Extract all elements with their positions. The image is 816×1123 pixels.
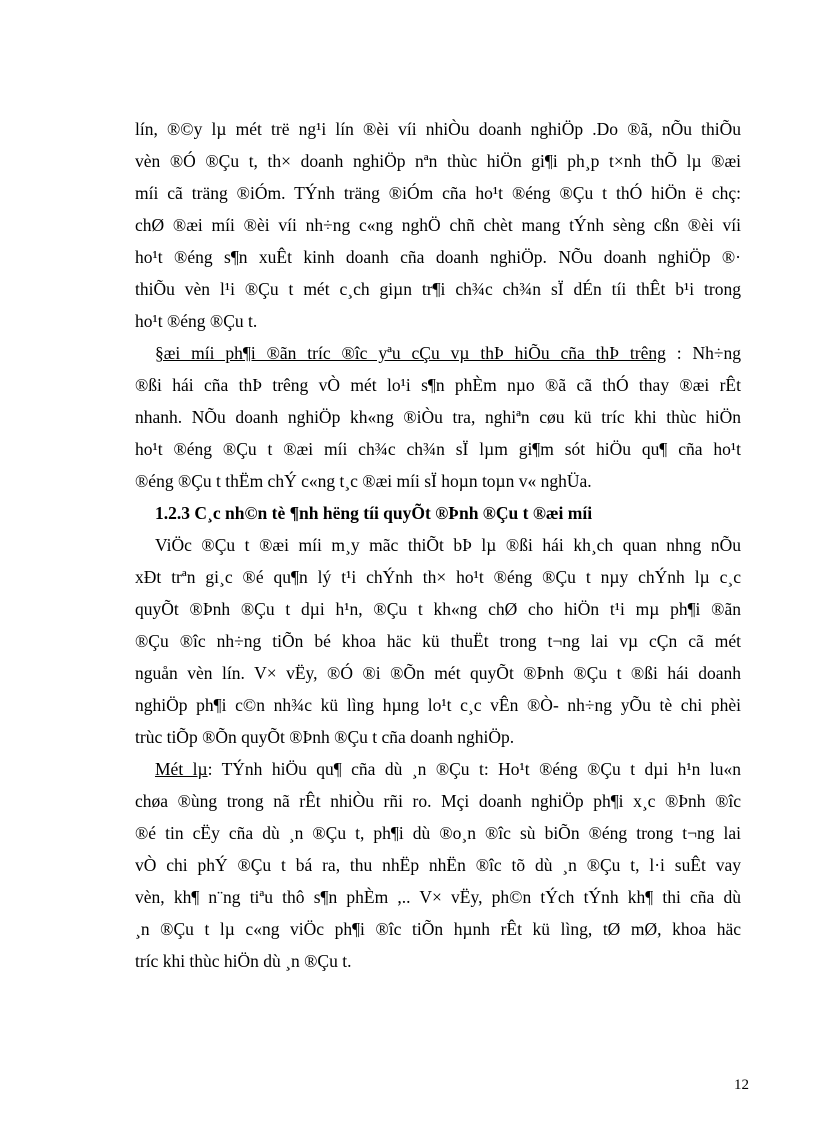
body-line: trùc tiÕp ®Õn quyÕt ®Þnh ®Çu t cña doanh nghiÖp. <box>135 727 515 747</box>
body-line: vèn, kh¶ n¨ng tiªu thô s¶n phÈm ,.. V× vËy, ph©n tÝch tÝnh kh¶ thi cña dù <box>135 887 741 907</box>
inline-text: : Nh÷ng <box>676 343 741 363</box>
body-line: míi cã träng ®iÓm. TÝnh träng ®iÓm cña ho¹t ®éng ®Çu t thÓ hiÖn ë chç: <box>135 183 741 203</box>
body-line: lín, ®©y lµ mét trë ng¹i lín ®èi víi nhiÒu doanh nghiÖp .Do ®ã, nÕu thiÕu <box>135 119 741 139</box>
body-line: ¸n ®Çu t lµ c«ng viÖc ph¶i ®îc tiÕn hµnh rÊt kü lìng, tØ mØ, khoa häc <box>135 919 741 939</box>
body-line: xÐt trªn gi¸c ®é qu¶n lý t¹i chÝnh th× ho¹t ®éng ®Çu t nµy chÝnh lµ c¸c <box>135 567 741 587</box>
page-number: 12 <box>734 1077 749 1093</box>
body-line: vèn ®Ó ®Çu t, th× doanh nghiÖp nªn thùc hiÖn gi¶i ph¸p t×nh thÕ lµ ®æi <box>135 151 741 171</box>
body-line: nhanh. NÕu doanh nghiÖp kh«ng ®iÒu tra, nghiªn cøu kü tríc khi thùc hiÖn <box>135 407 741 427</box>
paragraph-first-line <box>155 343 741 363</box>
body-line: ®éng ®Çu t thËm chÝ c«ng t¸c ®æi míi sÏ hoµn toµn v« nghÜa. <box>135 471 592 491</box>
body-line: ho¹t ®éng s¶n xuÊt kinh doanh cña doanh nghiÖp. NÕu doanh nghiÖp ®· <box>135 247 741 267</box>
inline-text: : TÝnh hiÖu qu¶ cña dù ¸n ®Çu t: Ho¹t ®éng ®Çu t dµi h¹n lu«n <box>207 759 741 779</box>
paragraph-first-line <box>155 759 741 779</box>
body-line: tríc khi thùc hiÖn dù ¸n ®Çu t. <box>135 951 352 971</box>
underlined-label: Mét lµ <box>155 759 208 779</box>
body-line: ViÖc ®Çu t ®æi míi m¸y mãc thiÕt bÞ lµ ®ßi hái kh¸ch quan nhng nÕu <box>155 535 741 555</box>
body-line: ®é tin cËy cña dù ¸n ®Çu t, ph¶i dù ®o¸n ®îc sù biÕn ®éng trong t¬ng lai <box>135 823 741 843</box>
underlined-heading: §æi míi ph¶i ®ãn tríc ®îc yªu cÇu vµ thÞ hiÕu cña thÞ trêng <box>155 343 666 363</box>
body-line: ®Çu ®îc nh÷ng tiÕn bé khoa häc kü thuËt trong t¬ng lai vµ cÇn cã mét <box>135 631 741 651</box>
body-line: vÒ chi phÝ ®Çu t bá ra, thu nhËp nhËn ®îc tõ dù ¸n ®Çu t, l·i suÊt vay <box>135 855 741 875</box>
section-title: 1.2.3 C¸c nh©n tè ¶nh hëng tíi quyÕt ®Þnh ®Çu t ®æi míi <box>155 503 593 523</box>
body-line: ho¹t ®éng ®Çu t. <box>135 311 258 331</box>
body-line: nghiÖp ph¶i c©n nh¾c kü lìng hµng lo¹t c¸c vÊn ®Ò- nh÷ng yÕu tè chi phèi <box>135 695 741 715</box>
body-line: chØ ®æi míi ®èi víi nh÷ng c«ng nghÖ chñ chèt mang tÝnh sèng cßn ®èi víi <box>135 215 741 235</box>
body-line: ®ßi hái cña thÞ trêng vÒ mét lo¹i s¶n phÈm nµo ®ã cã thÓ thay ®æi rÊt <box>135 375 741 395</box>
body-line: ho¹t ®éng ®Çu t ®æi míi ch¾c ch¾n sÏ lµm gi¶m sót hiÖu qu¶ cña ho¹t <box>135 439 741 459</box>
body-line: chøa ®ùng trong nã rÊt nhiÒu rñi ro. Mçi doanh nghiÖp ph¶i x¸c ®Þnh ®îc <box>135 791 741 811</box>
body-line: thiÕu vèn l¹i ®Çu t mét c¸ch giµn tr¶i ch¾c ch¾n sÏ dÉn tíi thÊt b¹i trong <box>135 279 741 299</box>
body-line: nguån vèn lín. V× vËy, ®Ó ®i ®Õn mét quyÕt ®Þnh ®Çu t ®ßi hái doanh <box>135 663 741 683</box>
body-line: quyÕt ®Þnh ®Çu t dµi h¹n, ®Çu t kh«ng chØ cho hiÖn t¹i mµ ph¶i ®ãn <box>135 599 741 619</box>
